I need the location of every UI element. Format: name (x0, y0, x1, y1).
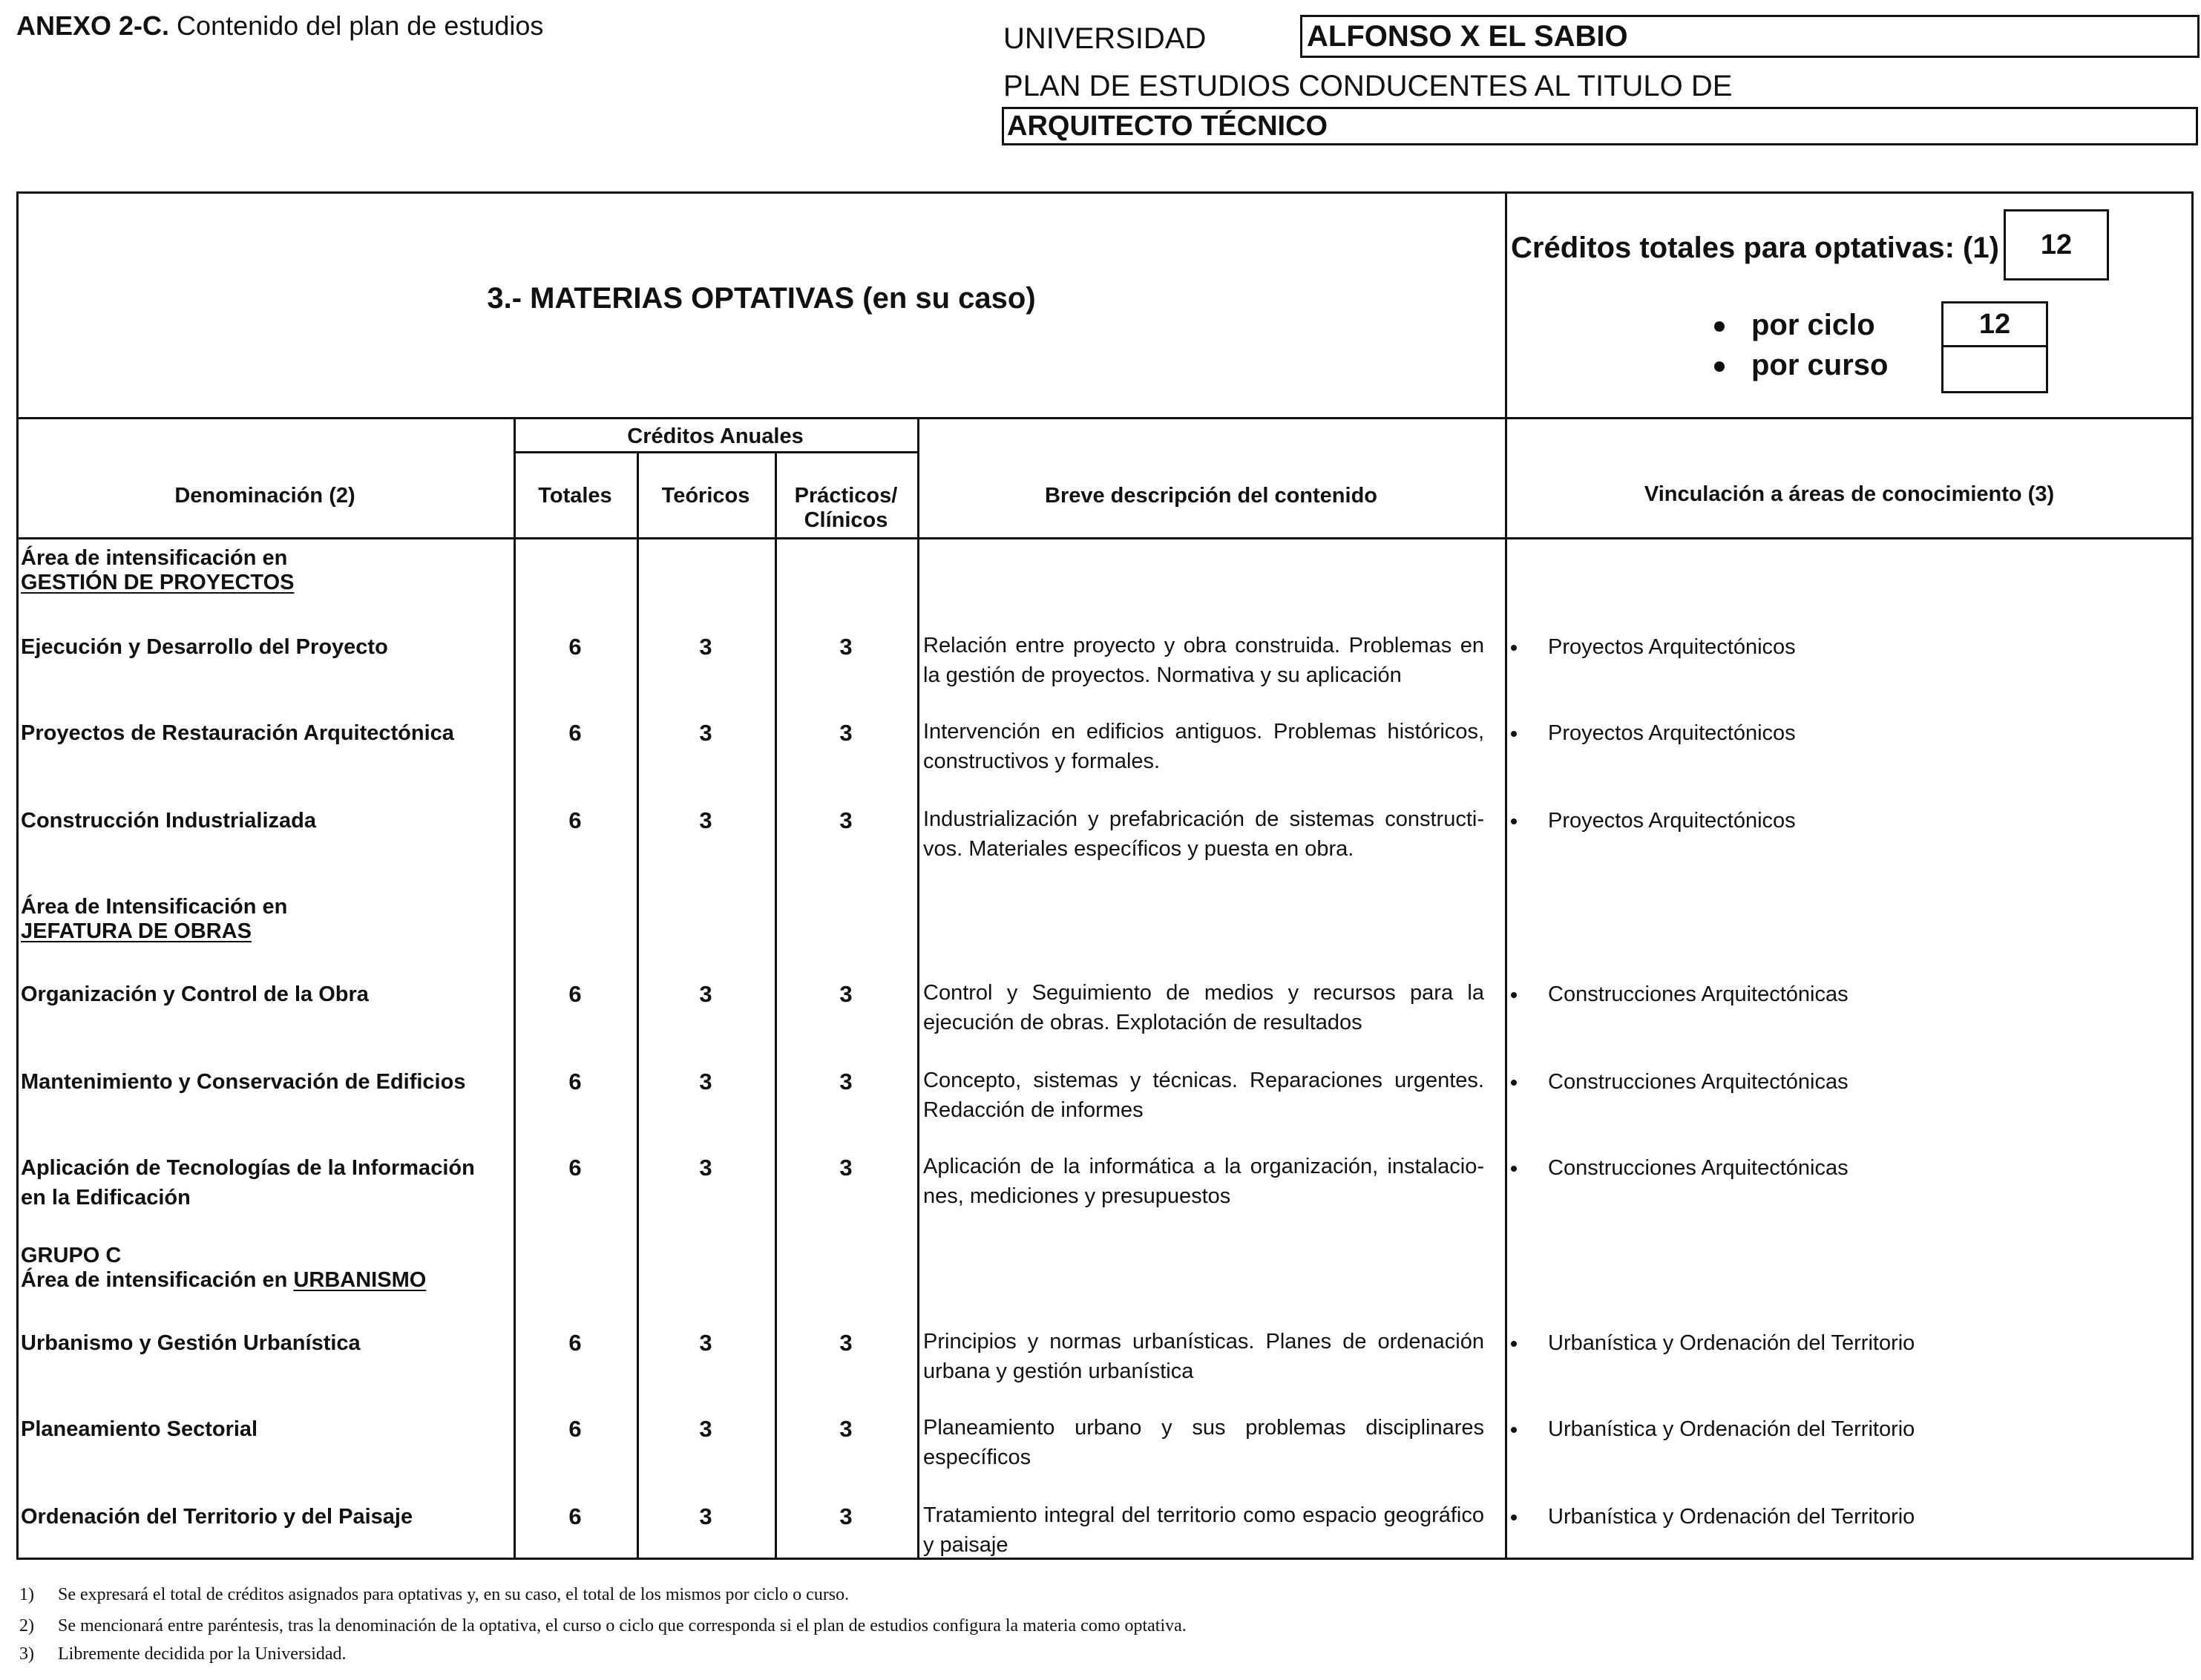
content-description: Principios y normas urbanísticas. Planes de ordenación urbana y gestión urbanística (923, 1330, 1484, 1383)
credits-practicos: 3 (839, 1330, 853, 1356)
bullet-icon (1511, 645, 1517, 651)
footnote: 3) Libremente decidida por la Universidad. (19, 1644, 347, 1664)
knowledge-area: Urbanística y Ordenación del Territorio (1511, 1417, 1915, 1442)
knowledge-area: Proyectos Arquitectónicos (1511, 809, 1796, 833)
content-description: Relación entre proyecto y obra construida. Problemas en la gestión de proyectos. Normativa y su aplicación (923, 634, 1484, 687)
knowledge-area: Urbanística y Ordenación del Territorio (1511, 1331, 1915, 1356)
bullet-icon (1511, 1341, 1517, 1347)
header-descripcion: Breve descripción del contenido (1045, 484, 1377, 508)
header-denominacion: Denominación (2) (174, 484, 355, 508)
credits-teoricos: 3 (699, 1069, 712, 1095)
group-heading: Área de intensificación en GESTIÓN DE PROYECTOS (21, 546, 295, 594)
bullet-icon (1511, 1427, 1517, 1433)
bullet-icon (1511, 1166, 1517, 1172)
credits-total-label: Créditos totales para optativas: (1) (1511, 232, 1999, 264)
degree-value: ARQUITECTO TÉCNICO (1002, 107, 2198, 145)
por-ciclo-item: por ciclo (1714, 309, 1875, 342)
content-description: Industrialización y prefabricación de sistemas constructi-vos. Materiales específicos y puesta en obra. (923, 807, 1484, 861)
credits-practicos: 3 (839, 981, 853, 1007)
content-description: Planeamiento urbano y sus problemas disciplinares específicos (923, 1416, 1484, 1469)
header-teoricos: Teóricos (661, 484, 750, 508)
credits-total-value: 12 (2004, 209, 2109, 280)
credits-totales: 6 (568, 720, 582, 746)
bullet-icon (1511, 731, 1517, 737)
bullet-icon (1511, 818, 1517, 824)
content-description: Tratamiento integral del territorio como espacio geográfico y paisaje (923, 1503, 1484, 1557)
knowledge-area: Urbanística y Ordenación del Territorio (1511, 1505, 1915, 1529)
divider (16, 417, 2194, 419)
credits-totales: 6 (568, 1503, 582, 1529)
university-value: ALFONSO X EL SABIO (1300, 15, 2200, 58)
por-curso-item: por curso (1714, 349, 1888, 382)
subject-name: Ordenación del Territorio y del Paisaje (21, 1505, 413, 1529)
knowledge-area: Proyectos Arquitectónicos (1511, 721, 1796, 746)
header-creditos-anuales: Créditos Anuales (627, 424, 804, 448)
subject-name: Mantenimiento y Conservación de Edificios (21, 1070, 466, 1094)
credits-practicos: 3 (839, 1416, 853, 1442)
knowledge-area: Construcciones Arquitectónicas (1511, 1156, 1849, 1181)
divider (514, 451, 917, 453)
university-label: UNIVERSIDAD (1003, 22, 1207, 55)
footnote: 2) Se mencionará entre paréntesis, tras la denominación de la optativa, el curso o ciclo que corresponda si el plan de estudios configura la materia como optativa. (19, 1616, 1187, 1635)
credits-practicos: 3 (839, 1155, 853, 1181)
divider (917, 417, 919, 1560)
credits-totales: 6 (568, 981, 582, 1007)
subject-name: Ejecución y Desarrollo del Proyecto (21, 635, 388, 659)
subject-name: Planeamiento Sectorial (21, 1417, 258, 1441)
ciclo-curso-box (1941, 301, 2048, 393)
bullet-icon (1511, 1515, 1517, 1520)
content-description: Control y Seguimiento de medios y recursos para la ejecución de obras. Explotación de resultados (923, 981, 1484, 1034)
credits-totales: 6 (568, 807, 582, 833)
bullet-icon (1511, 1080, 1517, 1086)
credits-teoricos: 3 (699, 1155, 712, 1181)
content-description: Concepto, sistemas y técnicas. Reparaciones urgentes. Redacción de informes (923, 1069, 1484, 1122)
credits-practicos: 3 (839, 720, 853, 746)
credits-totales: 6 (568, 1069, 582, 1095)
credits-totales: 6 (568, 1416, 582, 1442)
credits-teoricos: 3 (699, 634, 712, 660)
content-description: Intervención en edificios antiguos. Problemas históricos, constructivos y formales. (923, 720, 1484, 773)
footnote: 1) Se expresará el total de créditos asignados para optativas y, en su caso, el total de los mismos por ciclo o curso. (19, 1585, 850, 1604)
subject-name: Urbanismo y Gestión Urbanística (21, 1331, 361, 1355)
credits-teoricos: 3 (699, 1503, 712, 1529)
credits-practicos: 3 (839, 1069, 853, 1095)
header-vinculacion: Vinculación a áreas de conocimiento (3) (1644, 482, 2055, 506)
credits-teoricos: 3 (699, 807, 712, 833)
credits-teoricos: 3 (699, 1416, 712, 1442)
knowledge-area: Proyectos Arquitectónicos (1511, 635, 1796, 660)
header-totales: Totales (538, 484, 612, 508)
subject-name: Aplicación de Tecnologías de la Información en la Edificación (21, 1156, 475, 1210)
divider (1505, 191, 1507, 1560)
subject-name: Organización y Control de la Obra (21, 982, 369, 1006)
subject-name: Construcción Industrializada (21, 809, 316, 833)
credits-totales: 6 (568, 1330, 582, 1356)
group-heading: Área de Intensificación en JEFATURA DE OBRAS (21, 895, 288, 943)
por-curso-value (1943, 347, 2046, 389)
knowledge-area: Construcciones Arquitectónicas (1511, 982, 1849, 1007)
bullet-icon (1714, 361, 1725, 372)
annex-title: ANEXO 2-C. Contenido del plan de estudios (16, 10, 544, 41)
bullet-icon (1511, 992, 1517, 998)
credits-practicos: 3 (839, 634, 853, 660)
knowledge-area: Construcciones Arquitectónicas (1511, 1070, 1849, 1095)
plan-label: PLAN DE ESTUDIOS CONDUCENTES AL TITULO DE (1003, 70, 1733, 102)
content-description: Aplicación de la informática a la organización, instalacio-nes, mediciones y presupuestos (923, 1155, 1484, 1208)
section-title: 3.- MATERIAS OPTATIVAS (en su caso) (487, 282, 1036, 315)
subject-name: Proyectos de Restauración Arquitectónica (21, 721, 454, 745)
divider (16, 537, 2194, 539)
credits-totales: 6 (568, 634, 582, 660)
credits-teoricos: 3 (699, 1330, 712, 1356)
header-practicos: Prácticos/ Clínicos (794, 484, 898, 532)
bullet-icon (1714, 321, 1725, 332)
credits-practicos: 3 (839, 1503, 853, 1529)
credits-practicos: 3 (839, 807, 853, 833)
group-heading: GRUPO C Área de intensificación en URBANISMO (21, 1244, 427, 1292)
credits-totales: 6 (568, 1155, 582, 1181)
credits-teoricos: 3 (699, 981, 712, 1007)
por-ciclo-value: 12 (1943, 303, 2046, 347)
credits-teoricos: 3 (699, 720, 712, 746)
